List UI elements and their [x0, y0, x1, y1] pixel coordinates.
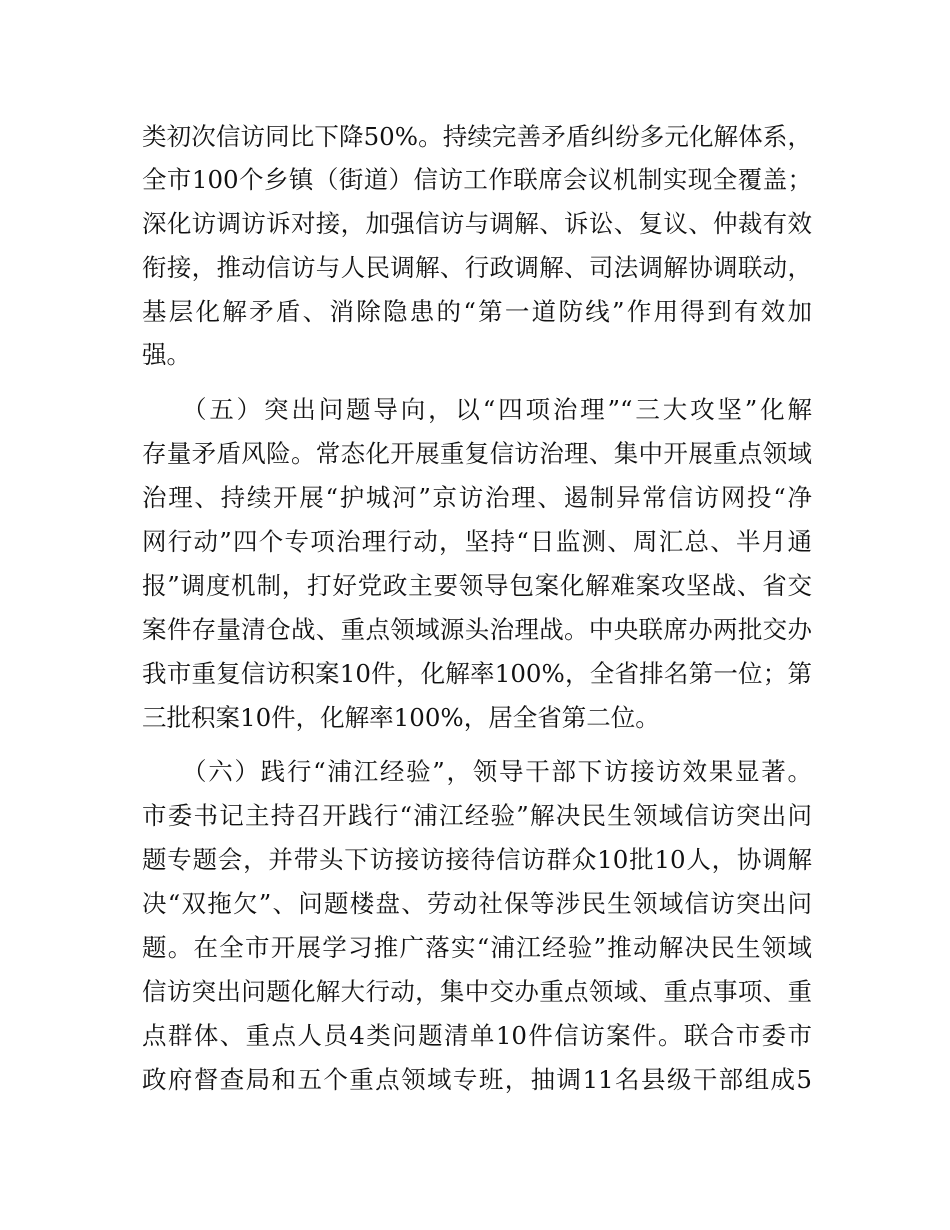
text-line: 三批积案10件，化解率100%，居全省第二位。 — [142, 703, 660, 732]
text-line: 存量矛盾风险。常态化开展重复信访治理、集中开展重点领域 — [142, 439, 812, 468]
text-line: 网行动”四个专项治理行动，坚持“日监测、周汇总、半月通 — [142, 527, 812, 556]
text-line: 政府督查局和五个重点领域专班，抽调11名县级干部组成5 — [142, 1065, 812, 1094]
text-line: （五）突出问题导向，以“四项治理”“三大攻坚”化解 — [182, 395, 812, 424]
text-line: 市委书记主持召开践行“浦江经验”解决民生领域信访突出问 — [142, 801, 812, 830]
text-line: 全市100个乡镇（街道）信访工作联席会议机制实现全覆盖； — [142, 165, 812, 194]
text-line: 题专题会，并带头下访接访接待信访群众10批10人，协调解 — [142, 845, 812, 874]
text-line: 案件存量清仓战、重点领域源头治理战。中央联席办两批交办 — [142, 615, 812, 644]
text-line: （六）践行“浦江经验”，领导干部下访接访效果显著。 — [182, 757, 812, 786]
text-line: 信访突出问题化解大行动，集中交办重点领域、重点事项、重 — [142, 977, 812, 1006]
text-line: 类初次信访同比下降50%。持续完善矛盾纠纷多元化解体系， — [142, 122, 812, 151]
text-line: 基层化解矛盾、消除隐患的“第一道防线”作用得到有效加 — [142, 297, 812, 326]
text-line: 强。 — [142, 340, 191, 369]
text-line: 题。在全市开展学习推广落实“浦江经验”推动解决民生领域 — [142, 933, 812, 962]
text-line: 深化访调访诉对接，加强信访与调解、诉讼、复议、仲裁有效 — [142, 209, 812, 238]
text-line: 决“双拖欠”、问题楼盘、劳动社保等涉民生领域信访突出问 — [142, 889, 812, 918]
text-line: 衔接，推动信访与人民调解、行政调解、司法调解协调联动， — [142, 253, 812, 282]
text-line: 我市重复信访积案10件，化解率100%，全省排名第一位；第 — [142, 659, 812, 688]
text-line: 点群体、重点人员4类问题清单10件信访案件。联合市委市 — [142, 1021, 812, 1050]
text-line: 报”调度机制，打好党政主要领导包案化解难案攻坚战、省交 — [142, 571, 812, 600]
text-line: 治理、持续开展“护城河”京访治理、遏制异常信访网投“净 — [142, 483, 812, 512]
